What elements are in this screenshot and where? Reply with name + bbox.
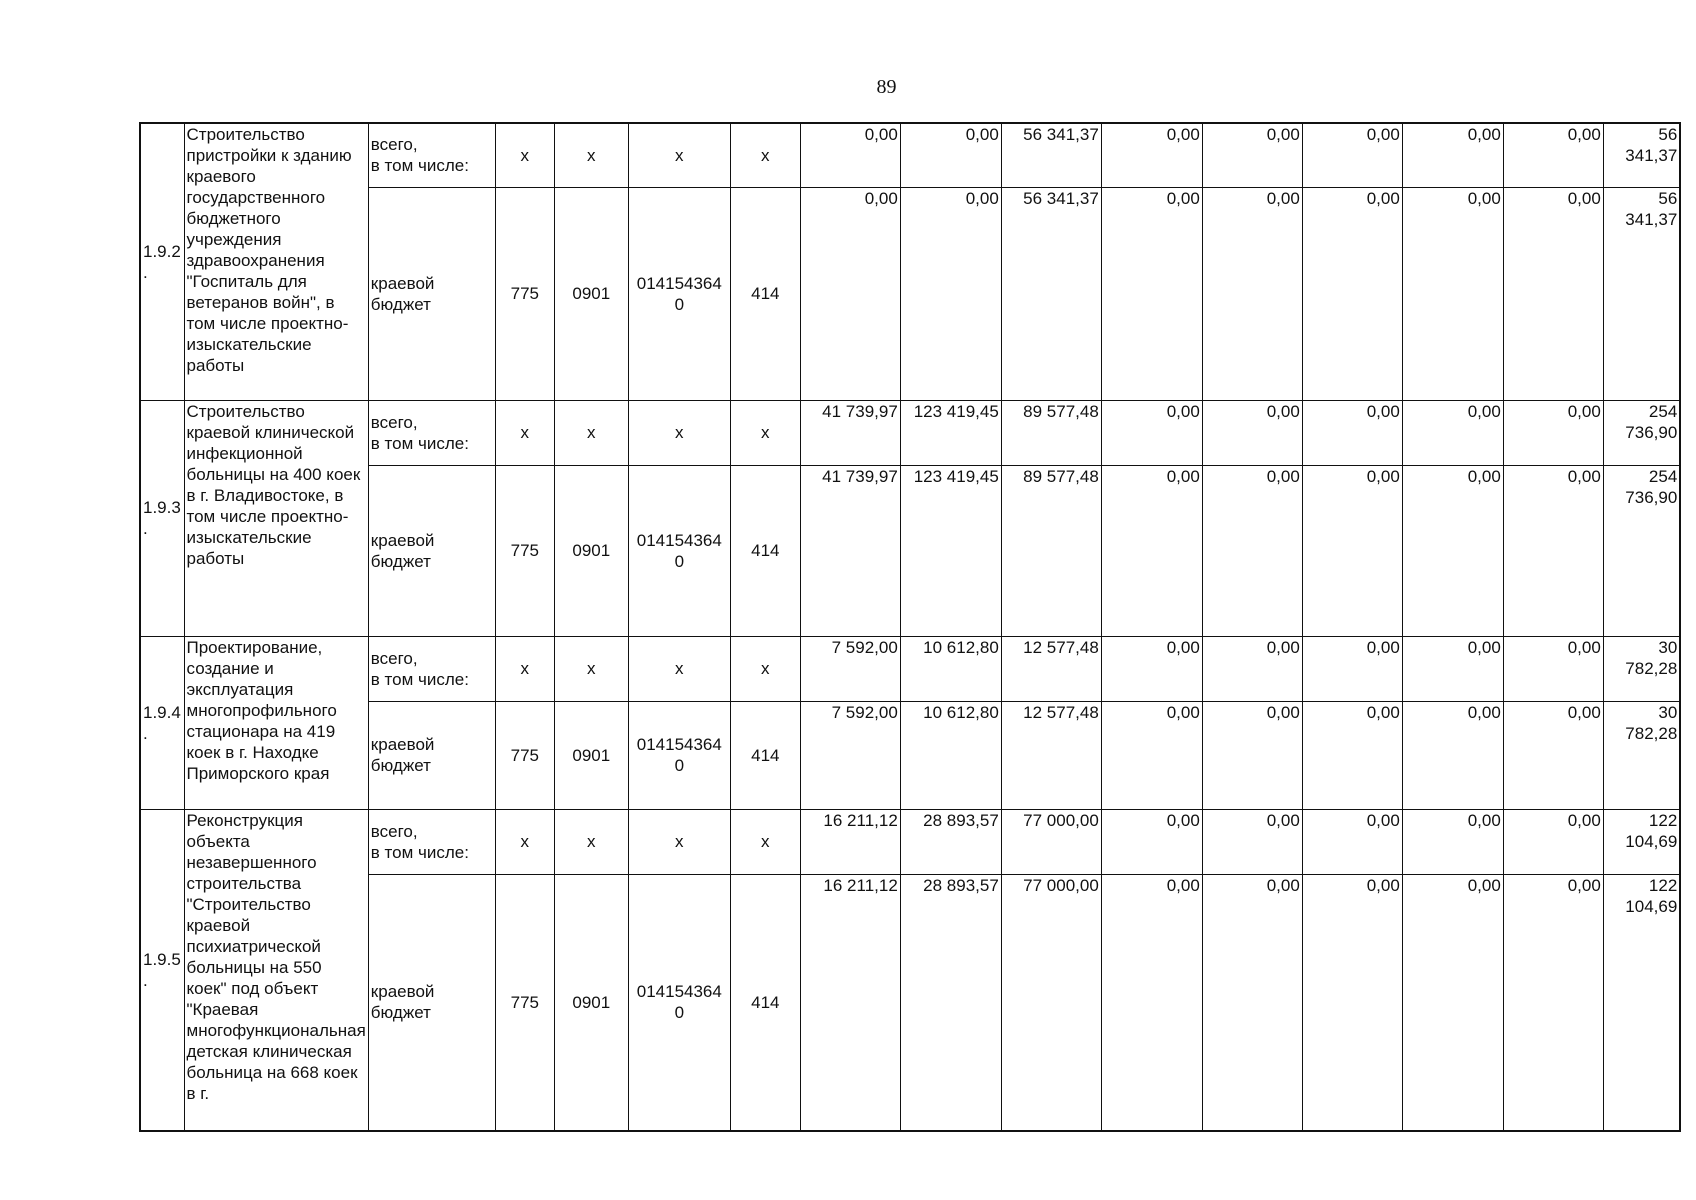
- row-code: 1.9.2 .: [140, 123, 184, 400]
- year-value: 0,00: [1302, 187, 1402, 400]
- year-value: 0,00: [1101, 400, 1202, 465]
- year-value: 28 893,57: [900, 874, 1001, 1131]
- year-value: 7 592,00: [800, 636, 900, 701]
- funding-source: краевой бюджет: [368, 874, 495, 1131]
- year-value: 0,00: [1202, 874, 1302, 1131]
- budget-table: [139, 122, 1681, 1132]
- year-value: 10 612,80: [900, 636, 1001, 701]
- funding-source: краевой бюджет: [368, 187, 495, 400]
- vr-code: x: [730, 400, 800, 465]
- year-value: 0,00: [1101, 701, 1202, 809]
- year-value: 0,00: [1202, 465, 1302, 636]
- rzpr-code: 0901: [554, 465, 628, 636]
- year-value: 0,00: [900, 123, 1001, 187]
- rzpr-code: 0901: [554, 187, 628, 400]
- funding-source: краевой бюджет: [368, 701, 495, 809]
- year-value: 0,00: [1302, 874, 1402, 1131]
- vr-code: 414: [730, 465, 800, 636]
- year-value: 0,00: [1202, 636, 1302, 701]
- grbs-code: x: [495, 809, 554, 874]
- year-value: 0,00: [1202, 123, 1302, 187]
- csr-code: x: [628, 809, 730, 874]
- row-code: 1.9.5 .: [140, 809, 184, 1131]
- year-value: 16 211,12: [800, 809, 900, 874]
- grbs-code: 775: [495, 465, 554, 636]
- year-value: 77 000,00: [1001, 809, 1101, 874]
- year-value: 0,00: [1402, 400, 1503, 465]
- year-value: 0,00: [1503, 187, 1603, 400]
- year-value: 0,00: [1202, 400, 1302, 465]
- year-value: 0,00: [800, 187, 900, 400]
- csr-code: 014154364 0: [628, 874, 730, 1131]
- row-name: Строительство краевой клинической инфекционной больницы на 400 коек в г. Владивостоке, в том числе проектно-изыскательские работы: [184, 400, 368, 636]
- row-name: Реконструкция объекта незавершенного строительства "Строительство краевой психиатрической больницы на 550 коек" под объект "Краевая многофункциональная детская клиническая больница на 668 коек в г.: [184, 809, 368, 1131]
- year-value: 56 341,37: [1001, 123, 1101, 187]
- total-value: 30 782,28: [1603, 636, 1680, 701]
- year-value: 12 577,48: [1001, 701, 1101, 809]
- year-value: 0,00: [1402, 874, 1503, 1131]
- row-name: Проектирование, создание и эксплуатация многопрофильного стационара на 419 коек в г. Находке Приморского края: [184, 636, 368, 809]
- table-row: [140, 123, 1680, 187]
- year-value: 0,00: [1101, 636, 1202, 701]
- funding-source: всего, в том числе:: [368, 809, 495, 874]
- rzpr-code: x: [554, 636, 628, 701]
- table-row: [140, 809, 1680, 874]
- year-value: 28 893,57: [900, 809, 1001, 874]
- year-value: 7 592,00: [800, 701, 900, 809]
- year-value: 0,00: [1101, 874, 1202, 1131]
- grbs-code: 775: [495, 701, 554, 809]
- total-value: 254 736,90: [1603, 400, 1680, 465]
- rzpr-code: x: [554, 809, 628, 874]
- year-value: 0,00: [1402, 187, 1503, 400]
- year-value: 0,00: [1302, 636, 1402, 701]
- csr-code: 014154364 0: [628, 701, 730, 809]
- year-value: 0,00: [1503, 123, 1603, 187]
- year-value: 0,00: [1402, 465, 1503, 636]
- year-value: 0,00: [1302, 465, 1402, 636]
- row-code: 1.9.4 .: [140, 636, 184, 809]
- year-value: 0,00: [1503, 636, 1603, 701]
- funding-source: всего, в том числе:: [368, 123, 495, 187]
- year-value: 41 739,97: [800, 465, 900, 636]
- funding-source: всего, в том числе:: [368, 400, 495, 465]
- total-value: 254 736,90: [1603, 465, 1680, 636]
- table-row: [140, 701, 1680, 809]
- year-value: 10 612,80: [900, 701, 1001, 809]
- csr-code: x: [628, 636, 730, 701]
- year-value: 123 419,45: [900, 400, 1001, 465]
- total-value: 30 782,28: [1603, 701, 1680, 809]
- rzpr-code: x: [554, 123, 628, 187]
- year-value: 0,00: [900, 187, 1001, 400]
- table-row: [140, 187, 1680, 400]
- year-value: 123 419,45: [900, 465, 1001, 636]
- vr-code: x: [730, 123, 800, 187]
- total-value: 122 104,69: [1603, 874, 1680, 1131]
- grbs-code: x: [495, 400, 554, 465]
- year-value: 41 739,97: [800, 400, 900, 465]
- year-value: 0,00: [1302, 809, 1402, 874]
- rzpr-code: 0901: [554, 701, 628, 809]
- rzpr-code: 0901: [554, 874, 628, 1131]
- vr-code: x: [730, 809, 800, 874]
- year-value: 89 577,48: [1001, 400, 1101, 465]
- year-value: 0,00: [1302, 701, 1402, 809]
- year-value: 0,00: [1402, 123, 1503, 187]
- table-row: [140, 465, 1680, 636]
- year-value: 56 341,37: [1001, 187, 1101, 400]
- csr-code: x: [628, 123, 730, 187]
- page-number: 89: [876, 76, 897, 98]
- funding-source: всего, в том числе:: [368, 636, 495, 701]
- table-row: [140, 636, 1680, 701]
- year-value: 0,00: [1503, 465, 1603, 636]
- year-value: 0,00: [1402, 701, 1503, 809]
- csr-code: x: [628, 400, 730, 465]
- vr-code: 414: [730, 701, 800, 809]
- year-value: 0,00: [1503, 874, 1603, 1131]
- grbs-code: x: [495, 123, 554, 187]
- year-value: 16 211,12: [800, 874, 900, 1131]
- year-value: 77 000,00: [1001, 874, 1101, 1131]
- year-value: 0,00: [1503, 809, 1603, 874]
- total-value: 56 341,37: [1603, 123, 1680, 187]
- year-value: 0,00: [1101, 809, 1202, 874]
- year-value: 0,00: [1202, 701, 1302, 809]
- grbs-code: 775: [495, 874, 554, 1131]
- year-value: 0,00: [1101, 123, 1202, 187]
- grbs-code: 775: [495, 187, 554, 400]
- table-row: [140, 874, 1680, 1131]
- year-value: 0,00: [1503, 400, 1603, 465]
- csr-code: 014154364 0: [628, 187, 730, 400]
- csr-code: 014154364 0: [628, 465, 730, 636]
- row-code: 1.9.3 .: [140, 400, 184, 636]
- vr-code: 414: [730, 874, 800, 1131]
- vr-code: x: [730, 636, 800, 701]
- year-value: 0,00: [1302, 123, 1402, 187]
- year-value: 0,00: [800, 123, 900, 187]
- grbs-code: x: [495, 636, 554, 701]
- total-value: 122 104,69: [1603, 809, 1680, 874]
- total-value: 56 341,37: [1603, 187, 1680, 400]
- year-value: 0,00: [1402, 809, 1503, 874]
- year-value: 0,00: [1302, 400, 1402, 465]
- year-value: 0,00: [1101, 187, 1202, 400]
- row-name: Строительство пристройки к зданию краевого государственного бюджетного учреждения здравоохранения "Госпиталь для ветеранов войн", в том числе проектно-изыскательские работы: [184, 123, 368, 400]
- year-value: 0,00: [1503, 701, 1603, 809]
- year-value: 12 577,48: [1001, 636, 1101, 701]
- year-value: 0,00: [1101, 465, 1202, 636]
- year-value: 89 577,48: [1001, 465, 1101, 636]
- table-row: [140, 400, 1680, 465]
- year-value: 0,00: [1202, 187, 1302, 400]
- rzpr-code: x: [554, 400, 628, 465]
- vr-code: 414: [730, 187, 800, 400]
- year-value: 0,00: [1402, 636, 1503, 701]
- year-value: 0,00: [1202, 809, 1302, 874]
- funding-source: краевой бюджет: [368, 465, 495, 636]
